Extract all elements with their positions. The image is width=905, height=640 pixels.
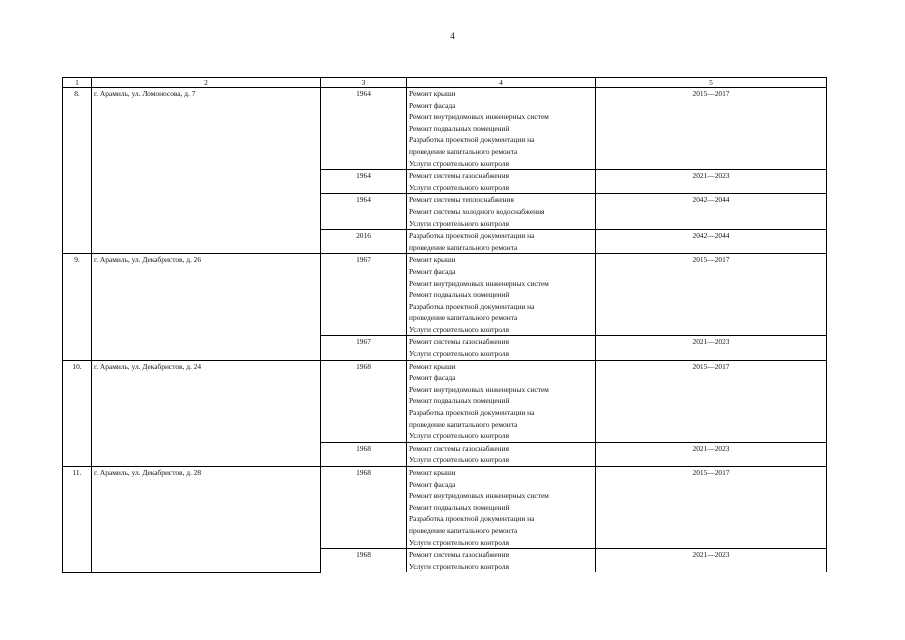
period-cell: 2021—2023	[596, 170, 827, 194]
works-cell	[407, 230, 596, 254]
works-cell	[407, 88, 596, 170]
year-cell: 1968	[321, 442, 407, 466]
entry-number: 9.	[63, 254, 92, 360]
building-address: г. Арамиль, ул. Ломоносова, д. 7	[92, 88, 321, 254]
table-row	[63, 360, 827, 442]
work-item: Разработка проектной документации на	[409, 231, 535, 241]
repair-schedule-table	[62, 77, 827, 573]
entry-number: 8.	[63, 88, 92, 254]
work-item: проведение капитального ремонта	[409, 242, 518, 252]
work-item: Ремонт внутридомовых инженерных систем	[409, 112, 549, 122]
work-item: Услуги строительного контроля	[409, 455, 509, 465]
period-cell: 2042—2044	[596, 194, 827, 230]
work-item: Разработка проектной документации на	[409, 514, 535, 524]
work-item: проведение капитального ремонта	[409, 525, 518, 535]
work-item: Ремонт крыши	[409, 89, 456, 98]
work-item: Услуги строительного контроля	[409, 182, 509, 192]
year-cell: 2016	[321, 230, 407, 254]
table-row	[63, 467, 827, 549]
year-cell: 1968	[321, 549, 407, 573]
work-item: Ремонт фасада	[409, 373, 456, 383]
work-item: Разработка проектной документации на	[409, 301, 535, 311]
year-cell: 1967	[321, 336, 407, 360]
work-item: Ремонт внутридомовых инженерных систем	[409, 491, 549, 501]
work-item: Услуги строительного контроля	[409, 158, 509, 168]
works-cell	[407, 336, 596, 360]
year-cell: 1964	[321, 194, 407, 230]
column-number: 1	[63, 78, 92, 88]
work-item: Ремонт крыши	[409, 255, 456, 265]
building-address: г. Арамиль, ул. Декабристов, д. 28	[92, 467, 321, 573]
work-item: Ремонт системы газоснабжения	[409, 550, 509, 560]
entry-number: 11.	[63, 467, 92, 573]
column-number: 3	[321, 78, 407, 88]
work-item: проведение капитального ремонта	[409, 146, 518, 156]
entry-number: 10.	[63, 360, 92, 466]
column-number-row	[63, 78, 827, 88]
period-cell: 2042—2044	[596, 230, 827, 254]
period-cell: 2021—2023	[596, 549, 827, 573]
year-cell: 1968	[321, 360, 407, 442]
page-number: 4	[450, 31, 455, 41]
works-cell	[407, 549, 596, 573]
work-item: Услуги строительного контроля	[409, 218, 509, 228]
work-item: Услуги строительного контроля	[409, 324, 509, 334]
column-number: 5	[596, 78, 827, 88]
works-cell	[407, 254, 596, 336]
table-row	[63, 254, 827, 336]
work-item: проведение капитального ремонта	[409, 419, 518, 429]
column-number: 4	[407, 78, 596, 88]
works-cell	[407, 194, 596, 230]
work-item: Ремонт системы холодного водоснабжения	[409, 206, 545, 216]
work-item: Ремонт крыши	[409, 468, 456, 477]
work-item: Ремонт системы газоснабжения	[409, 171, 509, 181]
period-cell: 2015—2017	[596, 360, 827, 442]
work-item: Разработка проектной документации на	[409, 408, 535, 418]
year-cell: 1967	[321, 254, 407, 336]
works-cell	[407, 467, 596, 549]
building-address: г. Арамиль, ул. Декабристов, д. 26	[92, 254, 321, 360]
year-cell: 1964	[321, 88, 407, 170]
period-cell: 2015—2017	[596, 467, 827, 549]
work-item: Ремонт внутридомовых инженерных систем	[409, 278, 549, 288]
column-number: 2	[92, 78, 321, 88]
work-item: Услуги строительного контроля	[409, 561, 509, 571]
works-cell	[407, 170, 596, 194]
work-item: Ремонт фасада	[409, 266, 456, 276]
work-item: Ремонт системы теплоснабжения	[409, 195, 514, 205]
work-item: Ремонт подвальных помещений	[409, 290, 510, 300]
period-cell: 2021—2023	[596, 442, 827, 466]
work-item: Разработка проектной документации на	[409, 135, 535, 145]
table-body	[63, 78, 827, 573]
period-cell: 2021—2023	[596, 336, 827, 360]
works-cell	[407, 442, 596, 466]
work-item: Ремонт крыши	[409, 361, 456, 371]
works-cell	[407, 360, 596, 442]
work-item: Ремонт подвальных помещений	[409, 123, 510, 133]
period-cell: 2015—2017	[596, 254, 827, 336]
period-cell: 2015—2017	[596, 88, 827, 170]
work-item: Ремонт подвальных помещений	[409, 396, 510, 406]
work-item: Ремонт фасада	[409, 100, 456, 110]
building-address: г. Арамиль, ул. Декабристов, д. 24	[92, 360, 321, 466]
work-item: Услуги строительного контроля	[409, 349, 509, 359]
work-item: Ремонт внутридомовых инженерных систем	[409, 384, 549, 394]
work-item: проведение капитального ремонта	[409, 313, 518, 323]
work-item: Услуги строительного контроля	[409, 431, 509, 441]
year-cell: 1968	[321, 467, 407, 549]
work-item: Ремонт системы газоснабжения	[409, 443, 509, 453]
table-row	[63, 88, 827, 170]
work-item: Ремонт фасада	[409, 479, 456, 489]
work-item: Ремонт системы газоснабжения	[409, 337, 509, 347]
year-cell: 1964	[321, 170, 407, 194]
work-item: Ремонт подвальных помещений	[409, 502, 510, 512]
work-item: Услуги строительного контроля	[409, 537, 509, 547]
